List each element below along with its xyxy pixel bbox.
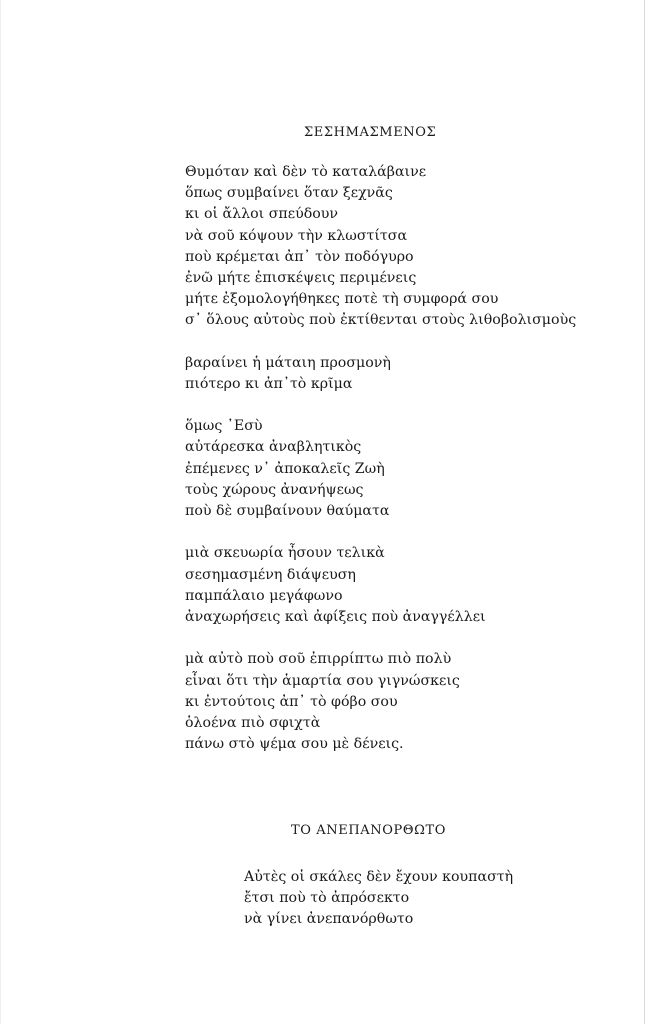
poem-line: κι ἐντούτοις ἀπ᾽ τὸ φόβο σου [185, 693, 398, 710]
poem-line: ὅμως ᾽Εσὺ [185, 418, 263, 435]
poem-line: βαραίνει ἡ μάταιη προσμονὴ [185, 354, 391, 371]
poem-line: ἐνῶ μήτε ἐπισκέψεις περιμένεις [185, 269, 417, 286]
poem-line: μιὰ σκευωρία ἦσουν τελικὰ [185, 545, 385, 562]
poem-line: Αὐτὲς οἱ σκάλες δὲν ἔχουν κουπαστὴ [244, 869, 514, 885]
poem-line: ὅπως συμβαίνει ὅταν ξεχνᾶς [185, 185, 393, 202]
poem-title-anepanorthoto: ΤΟ ΑΝΕΠΑΝΟΡΘΩΤΟ [291, 823, 446, 838]
page-edge-right [644, 0, 645, 1024]
stanza-4 [185, 543, 576, 628]
poem-line: κι οἱ ἄλλοι σπεύδουν [185, 206, 339, 223]
poem-line: παμπάλαιο μεγάφωνο [185, 587, 343, 604]
poem-line: ἀναχωρήσεις καὶ ἀφίξεις ποὺ ἀναγγέλλει [185, 608, 486, 625]
poem-title-sesimasmenos: ΣΕΣΗΜΑΣΜΕΝΟΣ [304, 125, 437, 140]
stanza-1 [244, 867, 513, 931]
poem-body-sesimasmenos [185, 162, 576, 755]
poem-line: Θυμόταν καὶ δὲν τὸ καταλάβαινε [185, 164, 427, 180]
poem-line: ποὺ κρέμεται ἀπ᾽ τὸν ποδόγυρο [185, 248, 414, 265]
poem-line: μήτε ἐξομολογήθηκες ποτὲ τὴ συμφορά σου [185, 291, 499, 308]
poem-line: σεσημασμένη διάψευση [185, 566, 356, 583]
stanza-3 [185, 416, 576, 522]
poem-line: νὰ γίνει ἀνεπανόρθωτο [244, 911, 414, 928]
poem-line: εἶναι ὅτι τὴν ἁμαρτία σου γιγνώσκεις [185, 672, 460, 689]
poem-line: σ᾽ ὅλους αὐτοὺς ποὺ ἐκτίθενται στοὺς λιθοβολισμοὺς [185, 312, 577, 329]
poem-line: ὁλοένα πιὸ σφιχτὰ [185, 714, 321, 731]
stanza-2 [185, 353, 576, 395]
poem-line: ἐπέμενες ν᾽ ἀποκαλεῖς Ζωὴ [185, 460, 385, 477]
page-edge-left [0, 0, 1, 1024]
poem-line: ποὺ δὲ συμβαίνουν θαύματα [185, 503, 390, 519]
poem-line: τοὺς χώρους ἀνανήψεως [185, 481, 364, 498]
poem-line: νὰ σοῦ κόψουν τὴν κλωστίτσα [185, 227, 408, 244]
poem-body-anepanorthoto [244, 867, 513, 931]
poem-line: πιότερο κι ἀπ᾽τὸ κρῖμα [185, 375, 353, 392]
poem-line: μὰ αὐτὸ ποὺ σοῦ ἐπιρρίπτω πιὸ πολὺ [185, 651, 452, 668]
stanza-1 [185, 162, 576, 332]
poem-line: πάνω στὸ ψέμα σου μὲ δένεις. [185, 736, 404, 753]
stanza-5 [185, 649, 576, 755]
poem-line: αὐτάρεσκα ἀναβλητικὸς [185, 439, 362, 456]
poem-line: ἔτσι ποὺ τὸ ἀπρόσεκτο [244, 890, 410, 907]
